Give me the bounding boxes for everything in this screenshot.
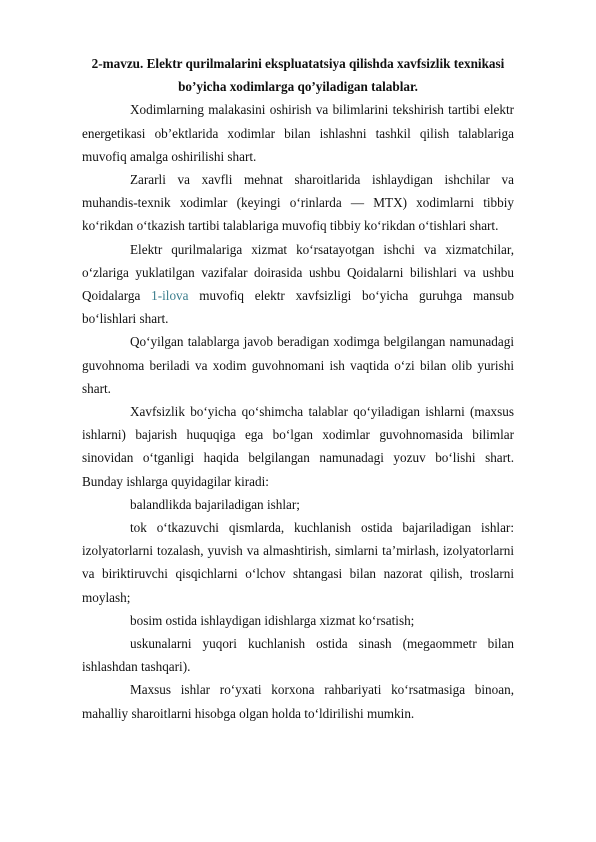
list-item-live-parts-work: tok o‘tkazuvchi qismlarda, kuchlanish ostida bajariladigan ishlar: izolyatorlarni tozalash, yuvish va almashtirish, simlarni ta’mirlash, izolyatorlarni va biriktiruvchi qisqichlarni o‘lchov shtangasi bilan nazorat qilish, troslarni moylash; <box>82 520 514 605</box>
paragraph-certificate: Qo‘yilgan talablarga javob beradigan xodimga belgilangan namunadagi guvohnoma beriladi va xodim guvohnomani ish vaqtida o‘zi bilan olib yurishi shart. <box>82 334 514 396</box>
list-item-high-voltage-testing: uskunalarni yuqori kuchlanish ostida sinash (megaommetr bilan ishlashdan tashqari). <box>82 636 514 675</box>
paragraph-text-before-link: Elektr qurilmalariga xizmat ko‘rsatayotgan ishchi va xizmatchilar, o‘zlariga yuklatilgan vazifalar doirasida ushbu Qoidalarni bilishlari va ushbu Qoidalarga <box>82 241 514 304</box>
paragraph-medical-exam: Zararli va xavfli mehnat sharoitlarida ishlaydigan ishchilar va muhandis-texnik xodimlar (keyingi o‘rinlarda — MTX) xodimlarni tibbiy ko‘rikdan o‘tkazish tartibi talablariga muvofiq tibbiy ko‘rikdan o‘tishlari shart. <box>82 172 514 234</box>
paragraph-qualification: Xodimlarning malakasini oshirish va bilimlarini tekshirish tartibi elektr energetikasi ob’ektlarida xodimlar bilan ishlashni tashkil qilish talablariga muvofiq amalga oshirilishi shart. <box>82 102 514 164</box>
paragraph-text-after-link: muvofiq elektr xavfsizligi bo‘yicha guruhga mansub bo‘lishlari shart. <box>82 288 514 327</box>
list-item-pressure-vessels: bosim ostida ishlaydigan idishlarga xizmat ko‘rsatish; <box>130 612 415 628</box>
list-item-height-work: balandlikda bajariladigan ishlar; <box>130 496 300 512</box>
paragraph-special-works-list: Maxsus ishlar ro‘yxati korxona rahbariyati ko‘rsatmasiga binoan, mahalliy sharoitlarni hisobga olgan holda to‘ldirilishi mumkin. <box>82 682 514 721</box>
document-page <box>82 52 514 725</box>
paragraph-special-works: Xavfsizlik bo‘yicha qo‘shimcha talablar qo‘yiladigan ishlarni (maxsus ishlarni) bajarish huquqiga ega bo‘lgan xodimlar guvohnomasida bilimlar sinovidan o‘tganligi haqida belgilangan namunadagi yozuv bo‘lishi shart. Bunday ishlarga quyidagilar kiradi: <box>82 404 514 489</box>
appendix-link[interactable]: 1-ilova <box>151 288 189 304</box>
document-title: 2-mavzu. Elektr qurilmalarini ekspluatatsiya qilishda xavfsizlik texnikasi bo’yicha xodimlarga qo’yiladigan talablar. <box>91 56 505 95</box>
paragraph-electrical-group <box>82 238 514 331</box>
